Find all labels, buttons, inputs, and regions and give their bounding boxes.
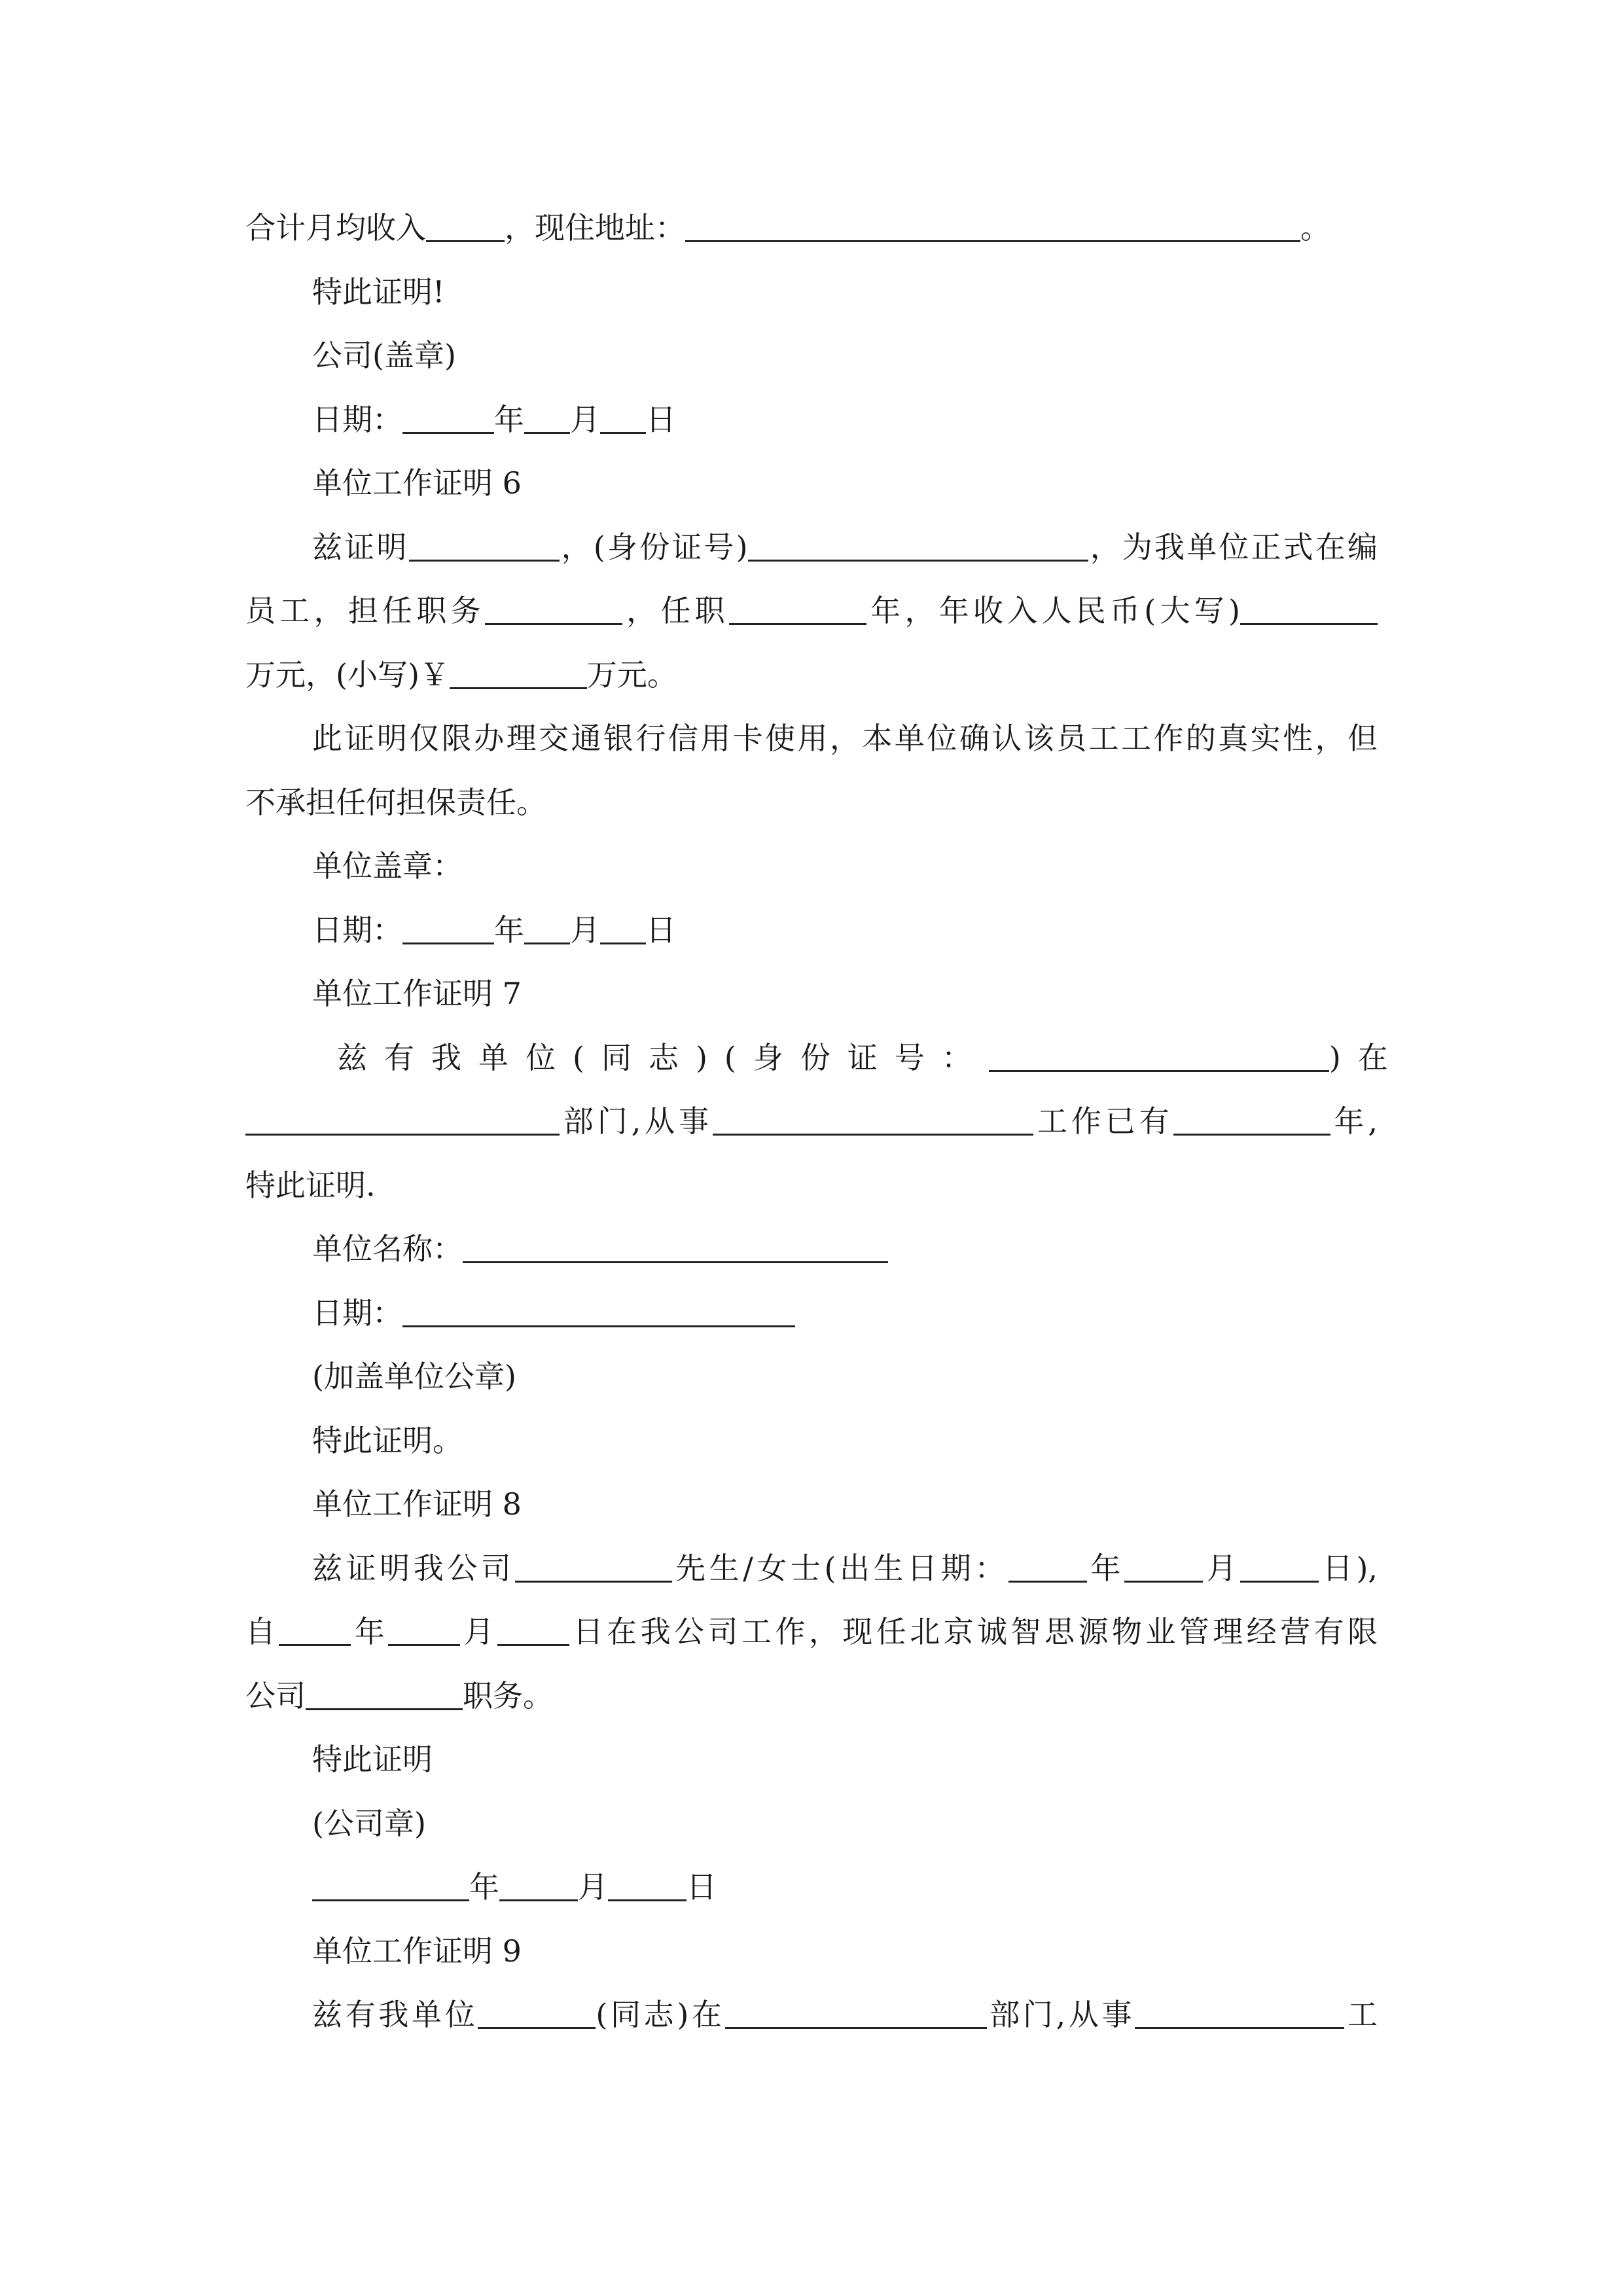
day-blank[interactable] [608,1868,687,1901]
section-title-7: 单位工作证明 7 [312,976,522,1011]
cert6-line-2: 员工，担任职务 ，任职 年，年收入人民币(大写) [245,588,1378,634]
cert8-line-1: 兹证明我公司 先生/女士(出生日期： 年 月 日), [312,1551,1378,1586]
years-blank[interactable] [1173,1102,1330,1136]
date-line: 日期： 年 月 日 [312,402,676,437]
birth-month-blank[interactable] [1124,1549,1203,1583]
department-blank[interactable] [245,1102,560,1136]
job-blank[interactable] [1135,1996,1344,2029]
birth-day-blank[interactable] [1240,1549,1319,1583]
year-blank[interactable] [312,1868,469,1901]
section-title-9: 单位工作证明 9 [312,1933,522,1969]
company-seal-label: 公司(盖章) [312,338,456,373]
id-number-blank[interactable] [748,528,1088,562]
date-line: 日期： [312,1290,1378,1336]
income-upper-blank[interactable] [1240,592,1378,625]
cert9-line-1: 兹有我单位 (同志)在 部门,从事 工 [312,1997,1378,2032]
name-blank[interactable] [409,528,560,562]
closing-statement: 特此证明 [312,1742,433,1777]
income-address-line: 合计月均收入 ，现住地址： 。 [245,210,1330,245]
start-month-blank[interactable] [388,1613,460,1646]
closing-statement: 特此证明! [312,274,445,310]
position-blank[interactable] [306,1677,463,1710]
cert7-closing: 特此证明. [245,1168,376,1203]
year-blank[interactable] [402,911,494,944]
month-blank[interactable] [524,401,570,434]
unit-name-blank[interactable] [463,1230,888,1263]
unit-seal-label: 单位盖章： [312,848,463,884]
company-seal-label: (公司章) [312,1806,426,1841]
cert7-line-1: 兹有我单位(同志)(身份证号： )在 [337,1040,1405,1075]
month-blank[interactable] [524,911,570,944]
id-number-blank[interactable] [989,1039,1329,1072]
birth-year-blank[interactable] [1008,1549,1087,1583]
date-blank[interactable] [402,1294,795,1327]
address-blank[interactable] [685,209,1300,242]
closing-statement: 特此证明。 [312,1423,463,1458]
cert6-note-1: 此证明仅限办理交通银行信用卡使用，本单位确认该员工工作的真实性，但 [312,721,1378,756]
income-lower-blank[interactable] [450,656,587,689]
cert6-line-1: 兹证明 ，(身份证号) ，为我单位正式在编 [312,529,1378,565]
date-line: 年 月 日 [312,1864,1378,1910]
position-blank[interactable] [485,592,622,625]
cert7-line-2: 部门,从事 工作已有 年, [245,1098,1378,1144]
income-blank[interactable] [426,209,505,242]
cert6-line-3: 万元，(小写)￥ 万元。 [245,657,677,692]
start-year-blank[interactable] [279,1613,351,1646]
start-day-blank[interactable] [497,1613,569,1646]
cert6-note-2: 不承担任何担保责任。 [245,785,546,820]
job-blank[interactable] [713,1102,1033,1136]
date-line: 日期： 年 月 日 [312,912,676,948]
name-blank[interactable] [478,1996,596,2029]
department-blank[interactable] [725,1996,987,2029]
month-blank[interactable] [499,1868,578,1901]
cert8-line-2: 自 年 月 日在我公司工作，现任北京诚智思源物业管理经营有限 [245,1614,1378,1649]
name-blank[interactable] [515,1549,672,1583]
year-blank[interactable] [402,401,494,434]
unit-name-line: 单位名称： [312,1226,1378,1272]
seal-note: (加盖单位公章) [312,1359,516,1394]
day-blank[interactable] [600,911,646,944]
day-blank[interactable] [600,401,646,434]
section-title-8: 单位工作证明 8 [312,1486,522,1522]
tenure-blank[interactable] [729,592,866,625]
cert8-line-3: 公司 职务。 [245,1678,553,1713]
section-title-6: 单位工作证明 6 [312,465,522,501]
